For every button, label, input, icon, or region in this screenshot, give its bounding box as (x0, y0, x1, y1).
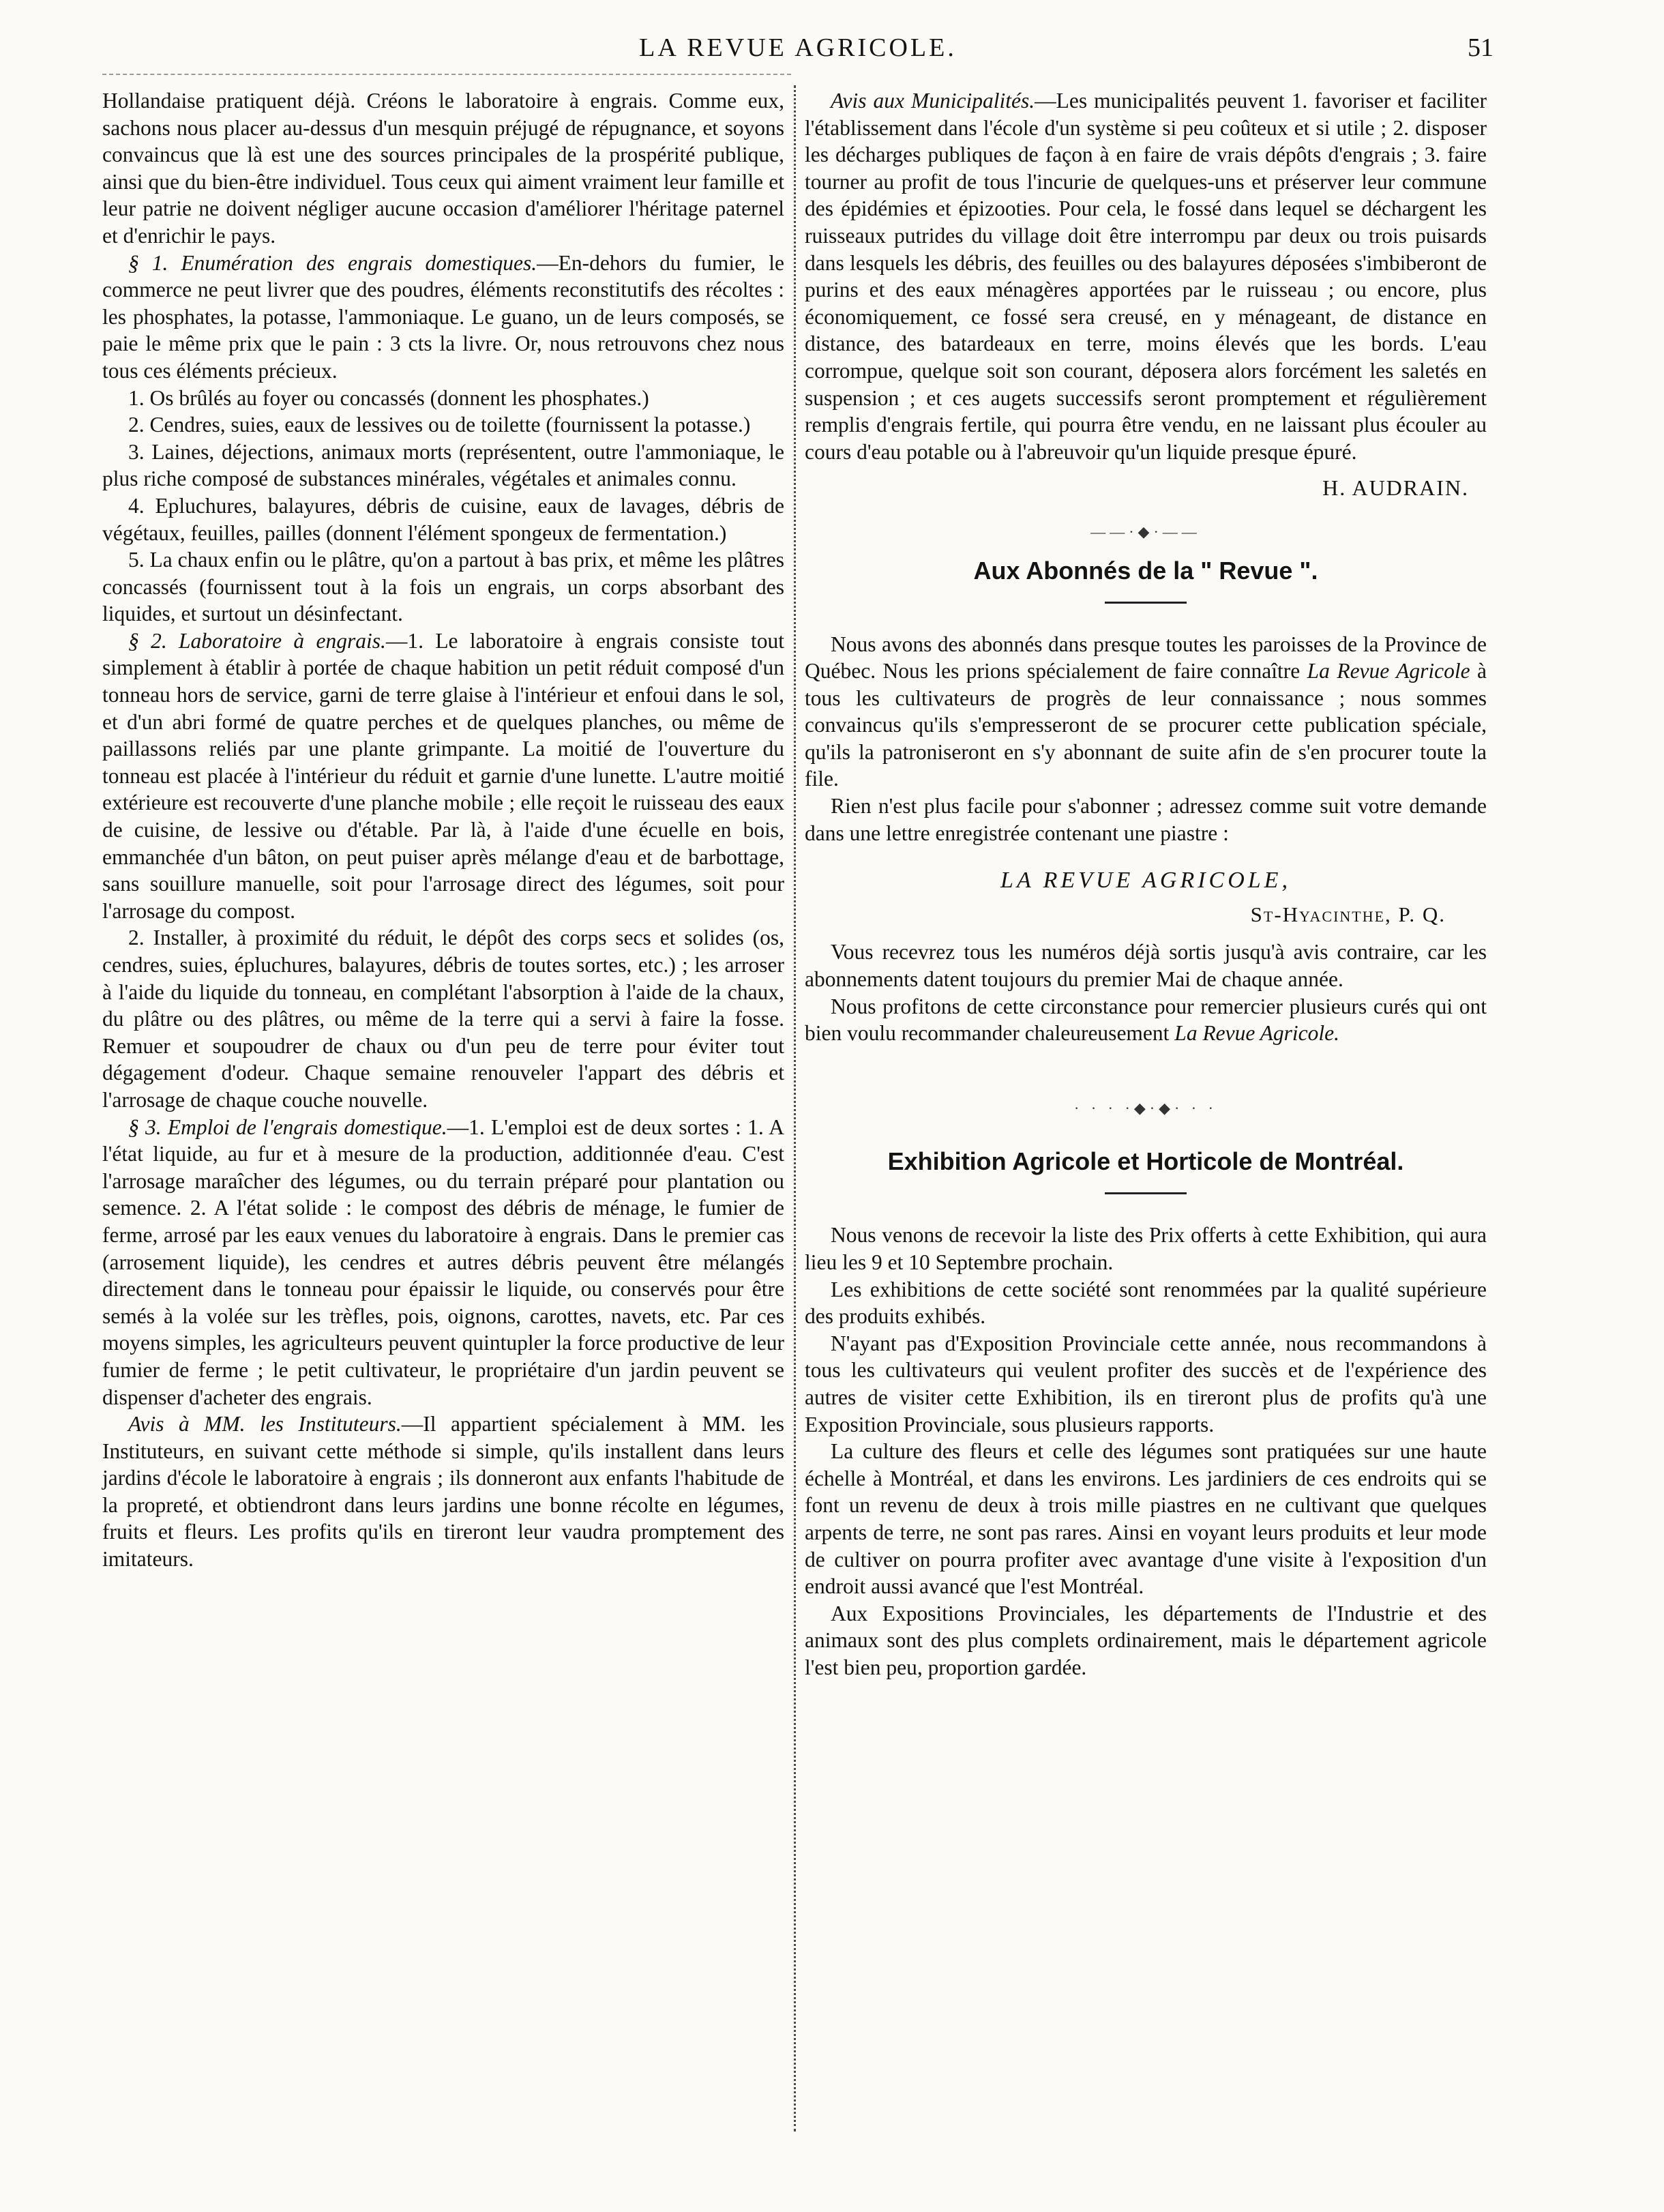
list-item: 5. La chaux enfin ou le plâtre, qu'on a partout à bas prix, et même les plâtres concassés (fournissent tout à la fois un engrais, un corps absorbant des liquides, et surtout un désinfectant. (102, 548, 784, 626)
abonnes-paragraph-1 (805, 631, 1487, 793)
avis-instituteurs-text: —Il appartient spécialement à MM. les Instituteurs, en suivant cette méthode si simple, qu'ils installent dans leurs jardins d'école le laboratoire à engrais ; ils donneront aux enfants l'habitude de la propreté, et obtiendront dans leurs jardins une bonne récolte en légumes, fruits et fleurs. Les profits qu'ils en tireront leur vaudra promptement des imitateurs. (102, 1412, 784, 1572)
section-1-paragraph (102, 250, 784, 385)
column-divider (794, 85, 796, 2132)
avis-instituteurs-heading: Avis à MM. les Instituteurs. (128, 1412, 402, 1436)
exhibition-paragraph-2: Les exhibitions de cette société sont renommées par la qualité supérieure des produits exhibés. (805, 1277, 1487, 1329)
running-title: LA REVUE AGRICOLE. (639, 33, 957, 62)
section-2-text: —1. Le laboratoire à engrais consiste tout simplement à établir à portée de chaque habition un petit réduit composé d'un tonneau hors de service, garni de terre glaise à l'intérieur et enfoui dans le sol, et d'un abri formé de quatre perches et de quelques planches, ou même de paillassons reliés par une plante grimpante. La moitié de l'ouverture du tonneau est placée à l'intérieur du réduit et garnie d'une lunette. L'autre moitié extérieure est recouverte d'une planche mobile ; elle reçoit le ruisseau des eaux de cuisine, de lessive ou d'étable. Par là, à l'aide d'une écuelle en bois, emmanchée d'un bâton, on peut puiser après mélange d'eau et de barbottage, sans souillure manuelle, soit pour l'arrosage direct des légumes, soit pour l'arrosage du compost. (102, 628, 784, 923)
ornament-divider: ——·◆·—— (1090, 522, 1201, 540)
short-rule (1105, 602, 1187, 604)
list-item: 3. Laines, déjections, animaux morts (représentent, outre l'ammoniaque, le plus riche composé de substances minérales, végétales et animales connu. (102, 439, 784, 491)
page-header (102, 33, 1494, 74)
ornament-divider: · · · ·◆·◆· · · (1074, 1099, 1217, 1117)
abonnes-paragraph-3: Vous recevrez tous les numéros déjà sortis jusqu'à avis contraire, car les abonnements datent toujours du premier Mai de chaque année. (805, 940, 1487, 992)
section-3-heading: § 3. Emploi de l'engrais domestique. (128, 1115, 447, 1139)
page-number: 51 (1468, 33, 1494, 62)
abonnes-paragraph-2: Rien n'est plus facile pour s'abonner ; adressez comme suit votre demande dans une lettre enregistrée contenant une piastre : (805, 794, 1487, 845)
section-2-paragraph-2: 2. Installer, à proximité du réduit, le dépôt des corps secs et solides (os, cendres, suies, épluchures, balayures, débris de toutes sortes, etc.) ; les arroser à l'aide du liquide du tonneau, en complétant l'absorption à l'aide de la chaux, du plâtre ou des plâtres, ou même de la terre qui a servi à faire la fosse. Remuer et soupoudrer de chaux ou d'un peu de terre pour éviter tout dégagement d'odeur. Chaque semaine renouveler l'appart des débris et l'arrosage de chaque couche nouvelle. (102, 926, 784, 1112)
exhibition-paragraph-1: Nous venons de recevoir la liste des Prix offerts à cette Exhibition, qui aura lieu les 9 et 10 Septembre prochain. (805, 1223, 1487, 1274)
section-2-paragraph (102, 628, 784, 925)
avis-municipalites-paragraph (805, 87, 1487, 465)
section-2-heading: § 2. Laboratoire à engrais. (128, 628, 386, 653)
exhibition-paragraph-3: N'ayant pas d'Exposition Provinciale cette année, nous recommandons à tous les cultivateurs qui veulent profiter des succès et de l'expérience des autres de visiter cette Exhibition, ils en tireront plus de profits qu'à une Exposition Provinciale, sous plusieurs rapports. (805, 1331, 1487, 1436)
avis-instituteurs-paragraph (102, 1411, 784, 1573)
abonnes-paragraph-4 (805, 993, 1487, 1047)
section-1-text: —En-dehors du fumier, le commerce ne peut livrer que des poudres, éléments reconstitutifs des récoltes : les phosphates, la potasse, l'ammoniaque. Le guano, un de leurs composés, se paie le même prix que le pain : 3 cts la livre. Or, nous retrouvons chez nous tous ces éléments précieux. (102, 250, 784, 383)
revue-title-inline: La Revue Agricole. (1174, 1021, 1340, 1046)
abonnes-p4-text: Nous profitons de cette circonstance pour remercier plusieurs curés qui ont bien voulu recommander chaleureusement (805, 994, 1487, 1046)
revue-title-inline: La Revue Agricole (1307, 659, 1470, 683)
avis-municipalites-text: —Les municipalités peuvent 1. favoriser et faciliter l'établissement dans l'école d'un système si peu coûteux et si utile ; 2. disposer les décharges publiques de façon à en faire de vrais dépôts d'engrais ; 3. faire tourner au profit de tous l'incurie de quelques-uns et préserver leur commune des épidémies et épizooties. Pour cela, le fossé dans lequel se déchargent les ruisseaux putrides du village doit être interrompu par deux ou trois puisards dans lesquels les débris, des feuilles ou des balayures déposées s'imbiberont de purins et des eaux ménagères apportées par le ruisseau ; ou encore, plus économiquement, ce fossé sera creusé, en y ménageant, de distance en distance, des batardeaux en terre, moins élevés que les bords. L'eau corrompue, quelque soit son courant, déposera alors forcément les saletés en suspension ; et ces augets successifs seront promptement et régulièrement remplis d'engrais fertile, qui pourra être vendu, en ne laissant plus écouler au cours d'eau potable ou à l'abreuvoir qu'un liquide presque épuré. (805, 89, 1487, 464)
abonnes-text-a: Nous avons des abonnés dans presque toutes les paroisses de la Province de Québec. Nous les prions spécialement de faire connaître (805, 632, 1487, 683)
author-signature: H. AUDRAIN. (1322, 475, 1469, 501)
list-item: 2. Cendres, suies, eaux de lessives ou de toilette (fournissent la potasse.) (128, 413, 751, 437)
top-rule (102, 74, 791, 75)
short-rule (1105, 1192, 1187, 1194)
section-1-heading: § 1. Enumération des engrais domestiques. (128, 250, 537, 275)
exhibition-paragraph-5: Aux Expositions Provinciales, les départements de l'Industrie et des animaux sont des plus complets ordinairement, mais le département agricole l'est bien peu, proportion gardée. (805, 1601, 1487, 1679)
section-3-text: —1. L'emploi est de deux sortes : 1. A l'état liquide, au fur et à mesure de la production, additionnée d'eau. C'est l'arrosage maraîcher des légumes, ou du terrain préparé pour plantation ou semence. 2. A l'état solide : le compost des débris de ménage, le fumier de ferme, arrosé par les eaux venues du laboratoire à engrais. Dans le premier cas (arrosement liquide), les cendres et autres débris peuvent être mélangés directement dans le tonneau pour épaissir le liquide, ou conservés pour être semés à la volée sur les trèfles, pois, oignons, carottes, navets, etc. Par ces moyens simples, les agriculteurs peuvent quintupler la force productive de leur fumier de ferme ; le petit cultivateur, le propriétaire d'un jardin peuvent se dispenser d'acheter des engrais. (102, 1115, 785, 1409)
list-item: 4. Epluchures, balayures, débris de cuisine, eaux de lavages, débris de végétaux, feuilles, pailles (donnent l'élément spongeux de fermentation.) (102, 493, 784, 545)
exhibition-title: Exhibition Agricole et Horticole de Montréal. (887, 1147, 1404, 1176)
intro-paragraph: Hollandaise pratiquent déjà. Créons le laboratoire à engrais. Comme eux, sachons nous placer au-dessus d'un mesquin préjugé de répugnance, et soyons convaincus que là est une des sources principales de la prospérité publique, ainsi que du bien-être individuel. Tous ceux qui aiment vraiment leur famille et leur patrie ne doivent négliger aucune occasion d'améliorer l'héritage paternel et d'enrichir le pays. (102, 89, 784, 248)
section-3-paragraph (102, 1114, 784, 1411)
abonnes-title: Aux Abonnés de la " Revue ". (973, 556, 1318, 585)
exhibition-paragraph-4: La culture des fleurs et celle des légumes sont pratiquées sur une haute échelle à Montréal, et dans les environs. Les jardiniers de ces endroits qui se font un revenu de deux à trois mille piastres en ne cultivant que quelques arpents de terre, ne sont pas rares. Ainsi en voyant leurs produits et leur mode de cultiver on pourra profiter avec avantage d'une visite à l'exposition d'un endroit aussi avancé que l'est Montréal. (805, 1439, 1487, 1599)
address-title: LA REVUE AGRICOLE, (1000, 868, 1291, 894)
abonnes-text-b: à tous les cultivateurs de progrès de leur connaissance ; nous sommes convaincus qu'ils s'empresseront de se procurer cette publication spéciale, qu'ils la patroniseront en s'y abonnant de suite afin de s'en procurer toute la file. (805, 659, 1487, 791)
avis-municipalites-heading: Avis aux Municipalités. (831, 89, 1035, 113)
right-column (805, 87, 1487, 1681)
address-place: St-Hyacinthe, P. Q. (1250, 902, 1446, 926)
left-column (102, 87, 784, 1573)
list-item: 1. Os brûlés au foyer ou concassés (donnent les phosphates.) (128, 385, 649, 410)
